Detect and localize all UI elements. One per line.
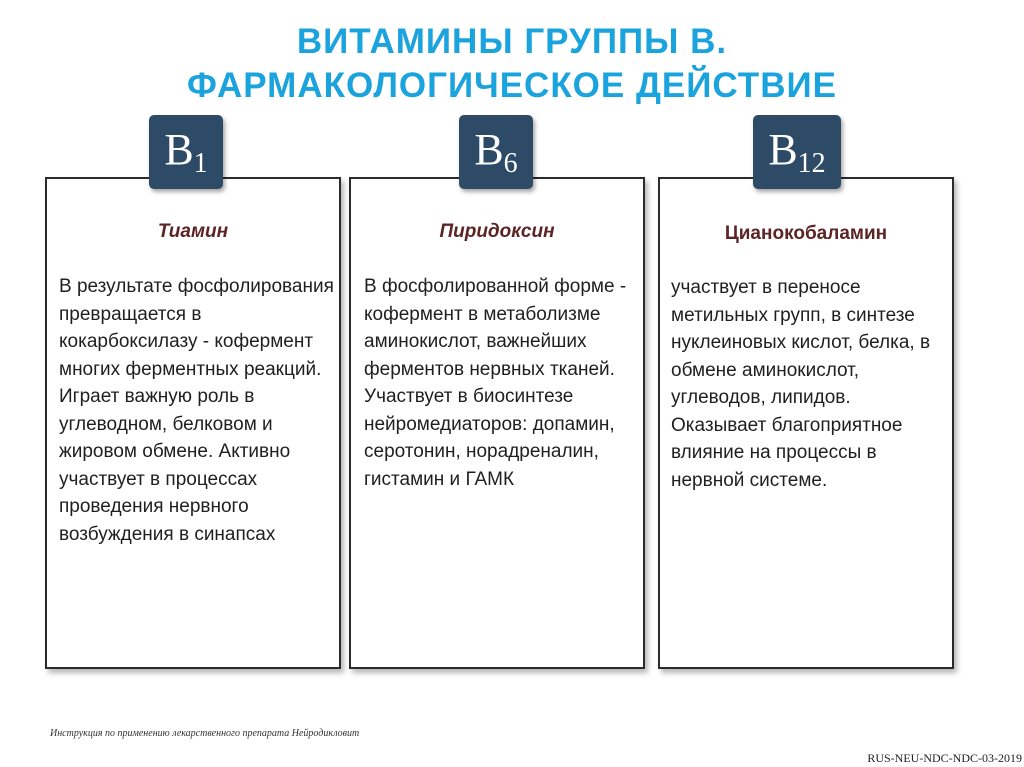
badge-letter: B <box>164 125 194 174</box>
vitamin-card-b12 <box>658 177 954 669</box>
vitamin-name-b12: Цианокобаламин <box>724 223 888 244</box>
source-footnote: Инструкция по применению лекарственного препарата Нейродикловит <box>50 728 360 739</box>
badge-subscript: 6 <box>503 148 518 179</box>
title-line-1: ВИТАМИНЫ ГРУППЫ В. <box>296 22 728 61</box>
description-paragraph: Участвует в биосинтезе нейромедиаторов: допамин, серотонин, норадреналин, гистамин и ГАМК <box>364 386 615 490</box>
document-code: RUS-NEU-NDC-NDC-03-2019 <box>867 751 1022 765</box>
badge-b12 <box>753 115 841 189</box>
badge-b6 <box>459 115 533 189</box>
vitamin-card-b6 <box>349 177 645 669</box>
description-paragraph: участвует в переносе метильных групп, в синтезе нуклеиновых кислот, белка, в обмене аминокислот, углеводов, липидов. Оказывает благоприятное влияние на процессы в нервной системе. <box>671 277 931 491</box>
vitamin-name-b6: Пиридоксин <box>439 221 555 242</box>
vitamin-card-b1 <box>45 177 341 669</box>
badge-b1 <box>149 115 223 189</box>
badge-letter: B <box>768 125 798 174</box>
badge-subscript: 1 <box>193 148 208 179</box>
badge-subscript: 12 <box>797 148 826 179</box>
badge-letter: B <box>474 125 504 174</box>
description-paragraph: В фосфолированной форме - кофермент в метаболизме аминокислот, важнейших ферментов нервных тканей. <box>364 276 627 380</box>
slide-title <box>0 20 1024 108</box>
vitamin-description-b1 <box>59 273 335 548</box>
vitamin-name-b1: Тиамин <box>157 221 229 242</box>
title-line-2: ФАРМАКОЛОГИЧЕСКОЕ ДЕЙСТВИЕ <box>187 66 837 105</box>
vitamin-description-b6 <box>364 273 640 493</box>
vitamin-description-b12 <box>671 274 947 494</box>
description-paragraph: В результате фосфолирования превращается в кокарбоксилазу - кофермент многих ферментных реакций. Играет важную роль в углеводном, белковом и жировом обмене. Активно участвует в процессах проведения нервного возбуждения в синапсах <box>59 276 334 545</box>
